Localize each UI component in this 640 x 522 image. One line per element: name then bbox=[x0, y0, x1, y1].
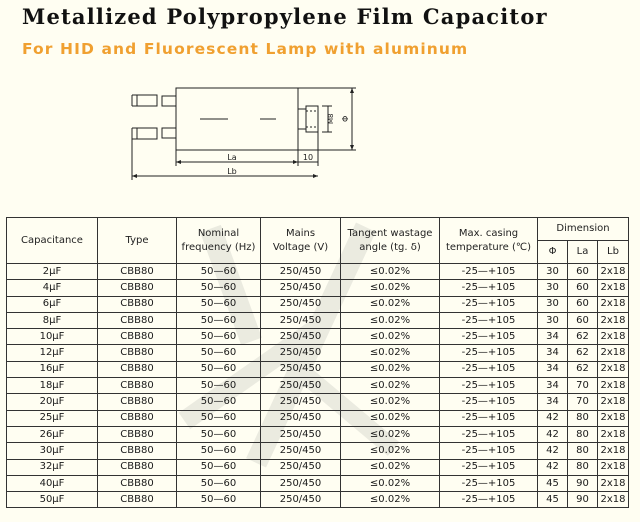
cell-tangent: ≤0.02% bbox=[341, 443, 440, 459]
header-type: Type bbox=[98, 218, 177, 264]
header-max-line1: Max. casing bbox=[458, 227, 519, 239]
cell-capacitance: 6μF bbox=[7, 296, 98, 312]
cell-temperature: -25—+105 bbox=[440, 410, 538, 426]
cell-lb: 2x18 bbox=[598, 475, 629, 491]
cell-voltage: 250/450 bbox=[261, 296, 341, 312]
cell-temperature: -25—+105 bbox=[440, 296, 538, 312]
cell-tangent: ≤0.02% bbox=[341, 426, 440, 442]
cell-capacitance: 20μF bbox=[7, 394, 98, 410]
cell-la: 80 bbox=[568, 426, 598, 442]
cell-frequency: 50—60 bbox=[177, 410, 261, 426]
cell-phi: 34 bbox=[538, 345, 568, 361]
cell-capacitance: 32μF bbox=[7, 459, 98, 475]
cell-frequency: 50—60 bbox=[177, 280, 261, 296]
cell-temperature: -25—+105 bbox=[440, 459, 538, 475]
table-row bbox=[7, 264, 629, 280]
header-mains-line1: Mains bbox=[285, 227, 316, 239]
cell-phi: 34 bbox=[538, 329, 568, 345]
phi-label: Φ bbox=[341, 115, 350, 122]
cell-type: CBB80 bbox=[98, 475, 177, 491]
cell-frequency: 50—60 bbox=[177, 475, 261, 491]
cell-la: 90 bbox=[568, 475, 598, 491]
header-max-line2: temperature (℃) bbox=[445, 241, 532, 253]
cell-temperature: -25—+105 bbox=[440, 329, 538, 345]
header-nominal-line1: Nominal bbox=[197, 227, 240, 239]
cell-la: 80 bbox=[568, 459, 598, 475]
cell-lb: 2x18 bbox=[598, 492, 629, 508]
cell-temperature: -25—+105 bbox=[440, 426, 538, 442]
cell-type: CBB80 bbox=[98, 280, 177, 296]
lb-label: Lb bbox=[227, 167, 237, 176]
cell-tangent: ≤0.02% bbox=[341, 459, 440, 475]
header-nominal-frequency bbox=[177, 218, 261, 264]
table-row bbox=[7, 492, 629, 508]
cell-tangent: ≤0.02% bbox=[341, 378, 440, 394]
cell-frequency: 50—60 bbox=[177, 426, 261, 442]
cell-la: 62 bbox=[568, 329, 598, 345]
cell-tangent: ≤0.02% bbox=[341, 475, 440, 491]
cell-phi: 30 bbox=[538, 264, 568, 280]
table-row bbox=[7, 443, 629, 459]
cell-lb: 2x18 bbox=[598, 394, 629, 410]
cell-lb: 2x18 bbox=[598, 426, 629, 442]
cell-voltage: 250/450 bbox=[261, 426, 341, 442]
cell-frequency: 50—60 bbox=[177, 345, 261, 361]
table-row bbox=[7, 378, 629, 394]
capacitor-dimension-drawing bbox=[120, 82, 370, 184]
cell-temperature: -25—+105 bbox=[440, 264, 538, 280]
cell-capacitance: 25μF bbox=[7, 410, 98, 426]
cell-lb: 2x18 bbox=[598, 459, 629, 475]
cell-frequency: 50—60 bbox=[177, 492, 261, 508]
cell-voltage: 250/450 bbox=[261, 329, 341, 345]
cell-voltage: 250/450 bbox=[261, 410, 341, 426]
table-row bbox=[7, 296, 629, 312]
la-label: La bbox=[227, 153, 237, 162]
cell-capacitance: 26μF bbox=[7, 426, 98, 442]
cell-la: 60 bbox=[568, 280, 598, 296]
cell-frequency: 50—60 bbox=[177, 443, 261, 459]
cell-frequency: 50—60 bbox=[177, 394, 261, 410]
cell-voltage: 250/450 bbox=[261, 475, 341, 491]
cell-tangent: ≤0.02% bbox=[341, 280, 440, 296]
header-tangent-line2: angle (tg. δ) bbox=[359, 241, 421, 253]
table-body bbox=[7, 264, 629, 508]
header-mains-voltage bbox=[261, 218, 341, 264]
cell-temperature: -25—+105 bbox=[440, 280, 538, 296]
cell-lb: 2x18 bbox=[598, 296, 629, 312]
cell-phi: 42 bbox=[538, 410, 568, 426]
cell-la: 62 bbox=[568, 345, 598, 361]
cell-type: CBB80 bbox=[98, 312, 177, 328]
cell-voltage: 250/450 bbox=[261, 280, 341, 296]
table-row bbox=[7, 329, 629, 345]
cell-temperature: -25—+105 bbox=[440, 475, 538, 491]
cell-la: 60 bbox=[568, 312, 598, 328]
cell-capacitance: 40μF bbox=[7, 475, 98, 491]
table-row bbox=[7, 394, 629, 410]
cell-phi: 34 bbox=[538, 394, 568, 410]
cell-phi: 30 bbox=[538, 296, 568, 312]
cell-type: CBB80 bbox=[98, 492, 177, 508]
cell-capacitance: 2μF bbox=[7, 264, 98, 280]
cell-capacitance: 18μF bbox=[7, 378, 98, 394]
page-title: Metallized Polypropylene Film Capacitor bbox=[22, 4, 548, 29]
capacitor-spec-table bbox=[6, 217, 629, 508]
table-row bbox=[7, 312, 629, 328]
cell-frequency: 50—60 bbox=[177, 329, 261, 345]
terminal-bottom bbox=[137, 128, 157, 139]
cell-frequency: 50—60 bbox=[177, 296, 261, 312]
header-mains-line2: Voltage (V) bbox=[272, 241, 329, 253]
cell-temperature: -25—+105 bbox=[440, 394, 538, 410]
cell-frequency: 50—60 bbox=[177, 264, 261, 280]
cell-phi: 42 bbox=[538, 459, 568, 475]
cell-type: CBB80 bbox=[98, 345, 177, 361]
cell-voltage: 250/450 bbox=[261, 264, 341, 280]
cell-frequency: 50—60 bbox=[177, 459, 261, 475]
cell-phi: 30 bbox=[538, 280, 568, 296]
header-lb: Lb bbox=[598, 241, 629, 264]
ten-label: 10 bbox=[302, 153, 314, 162]
cell-phi: 34 bbox=[538, 378, 568, 394]
cell-tangent: ≤0.02% bbox=[341, 410, 440, 426]
cell-type: CBB80 bbox=[98, 394, 177, 410]
cell-voltage: 250/450 bbox=[261, 378, 341, 394]
m8-stud bbox=[306, 106, 318, 132]
cell-frequency: 50—60 bbox=[177, 312, 261, 328]
cell-type: CBB80 bbox=[98, 378, 177, 394]
table-row bbox=[7, 280, 629, 296]
cell-tangent: ≤0.02% bbox=[341, 361, 440, 377]
cell-temperature: -25—+105 bbox=[440, 443, 538, 459]
cell-la: 80 bbox=[568, 410, 598, 426]
cell-temperature: -25—+105 bbox=[440, 312, 538, 328]
cell-voltage: 250/450 bbox=[261, 459, 341, 475]
cell-tangent: ≤0.02% bbox=[341, 264, 440, 280]
cell-lb: 2x18 bbox=[598, 443, 629, 459]
cell-temperature: -25—+105 bbox=[440, 345, 538, 361]
cell-la: 70 bbox=[568, 378, 598, 394]
table-row bbox=[7, 410, 629, 426]
cell-voltage: 250/450 bbox=[261, 345, 341, 361]
cell-frequency: 50—60 bbox=[177, 361, 261, 377]
cell-temperature: -25—+105 bbox=[440, 492, 538, 508]
table-row bbox=[7, 345, 629, 361]
terminal-top bbox=[137, 95, 157, 106]
cell-phi: 42 bbox=[538, 443, 568, 459]
cell-voltage: 250/450 bbox=[261, 443, 341, 459]
cell-type: CBB80 bbox=[98, 361, 177, 377]
table-row bbox=[7, 459, 629, 475]
cell-phi: 45 bbox=[538, 475, 568, 491]
header-dimension: Dimension bbox=[538, 218, 629, 241]
cell-lb: 2x18 bbox=[598, 378, 629, 394]
cell-phi: 30 bbox=[538, 312, 568, 328]
cell-voltage: 250/450 bbox=[261, 361, 341, 377]
cell-voltage: 250/450 bbox=[261, 492, 341, 508]
cell-phi: 45 bbox=[538, 492, 568, 508]
m8-label: M8 bbox=[327, 113, 335, 124]
cell-tangent: ≤0.02% bbox=[341, 312, 440, 328]
header-nominal-line2: frequency (Hz) bbox=[181, 241, 256, 253]
header-capacitance: Capacitance bbox=[7, 218, 98, 264]
cell-capacitance: 16μF bbox=[7, 361, 98, 377]
cell-lb: 2x18 bbox=[598, 312, 629, 328]
cell-voltage: 250/450 bbox=[261, 394, 341, 410]
header-la: La bbox=[568, 241, 598, 264]
cell-voltage: 250/450 bbox=[261, 312, 341, 328]
header-tangent-line1: Tangent wastage bbox=[347, 227, 433, 239]
cell-la: 70 bbox=[568, 394, 598, 410]
cell-la: 60 bbox=[568, 264, 598, 280]
cell-lb: 2x18 bbox=[598, 345, 629, 361]
header-max-temperature bbox=[440, 218, 538, 264]
cell-temperature: -25—+105 bbox=[440, 361, 538, 377]
cell-tangent: ≤0.02% bbox=[341, 345, 440, 361]
capacitor-body bbox=[176, 88, 298, 150]
cell-phi: 34 bbox=[538, 361, 568, 377]
header-phi: Φ bbox=[538, 241, 568, 264]
cell-lb: 2x18 bbox=[598, 410, 629, 426]
page-subtitle: For HID and Fluorescent Lamp with aluminum bbox=[22, 40, 469, 58]
cell-lb: 2x18 bbox=[598, 264, 629, 280]
cell-la: 60 bbox=[568, 296, 598, 312]
cell-capacitance: 30μF bbox=[7, 443, 98, 459]
cell-temperature: -25—+105 bbox=[440, 378, 538, 394]
cell-tangent: ≤0.02% bbox=[341, 329, 440, 345]
cell-frequency: 50—60 bbox=[177, 378, 261, 394]
cell-type: CBB80 bbox=[98, 443, 177, 459]
cell-type: CBB80 bbox=[98, 410, 177, 426]
cell-tangent: ≤0.02% bbox=[341, 492, 440, 508]
cell-type: CBB80 bbox=[98, 329, 177, 345]
cell-la: 62 bbox=[568, 361, 598, 377]
cell-la: 80 bbox=[568, 443, 598, 459]
table-row bbox=[7, 361, 629, 377]
cell-capacitance: 4μF bbox=[7, 280, 98, 296]
cell-lb: 2x18 bbox=[598, 329, 629, 345]
table-row bbox=[7, 426, 629, 442]
cell-lb: 2x18 bbox=[598, 280, 629, 296]
cell-type: CBB80 bbox=[98, 296, 177, 312]
table-row bbox=[7, 475, 629, 491]
cell-phi: 42 bbox=[538, 426, 568, 442]
header-tangent-wastage bbox=[341, 218, 440, 264]
cell-tangent: ≤0.02% bbox=[341, 296, 440, 312]
cell-type: CBB80 bbox=[98, 459, 177, 475]
cell-capacitance: 50μF bbox=[7, 492, 98, 508]
cell-capacitance: 12μF bbox=[7, 345, 98, 361]
cell-type: CBB80 bbox=[98, 426, 177, 442]
cell-lb: 2x18 bbox=[598, 361, 629, 377]
cell-capacitance: 10μF bbox=[7, 329, 98, 345]
cell-type: CBB80 bbox=[98, 264, 177, 280]
cell-la: 90 bbox=[568, 492, 598, 508]
cell-tangent: ≤0.02% bbox=[341, 394, 440, 410]
cell-capacitance: 8μF bbox=[7, 312, 98, 328]
